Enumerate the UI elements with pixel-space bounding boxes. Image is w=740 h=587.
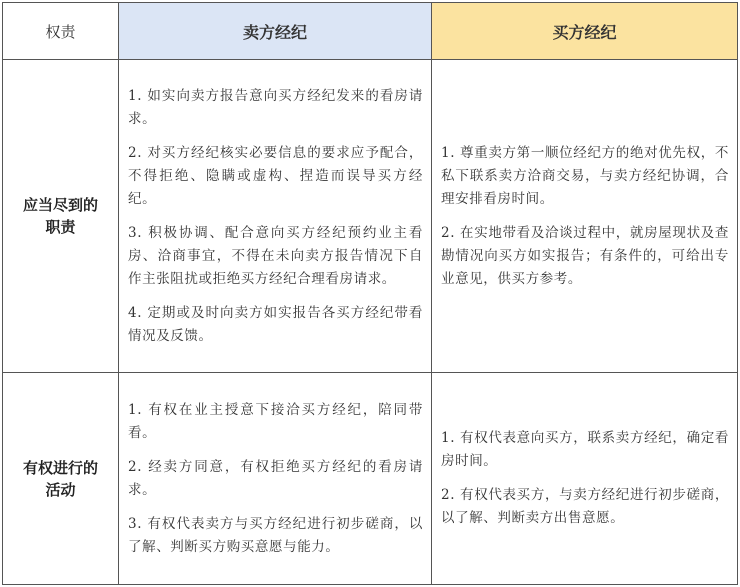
- seller-duty-item: 4. 定期或及时向卖方如实报告各买方经纪带看情况及反馈。: [128, 304, 423, 344]
- header-buyer-agent: 买方经纪: [432, 3, 738, 60]
- seller-rights-cell: [119, 373, 432, 585]
- seller-duty-item: 3. 积极协调、配合意向买方经纪预约业主看房、洽商事宜，不得在未向卖方报告情况下自作主张阻扰或拒绝买方经纪合理看房请求。: [128, 224, 423, 287]
- buyer-rights-cell: [432, 373, 738, 585]
- row-label-rights: [3, 373, 119, 585]
- row-label-line: 有权进行的: [22, 458, 98, 477]
- row-label-line: 活动: [45, 480, 76, 499]
- seller-duty-item: 1. 如实向卖方报告意向买方经纪发来的看房请求。: [128, 87, 423, 127]
- buyer-duty-item: 1. 尊重卖方第一顺位经纪方的绝对优先权，不私下联系卖方洽商交易，与卖方经纪协调，合理安排看房时间。: [441, 144, 729, 207]
- responsibility-table: [2, 2, 738, 585]
- table-row-duties: [3, 60, 738, 373]
- seller-duty-item: 2. 对买方经纪核实必要信息的要求应予配合，不得拒绝、隐瞒或虚构、捏造而误导买方经纪。: [128, 144, 423, 207]
- buyer-right-item: 2. 有权代表买方，与卖方经纪进行初步磋商，以了解、判断卖方出售意愿。: [441, 487, 729, 526]
- seller-right-item: 1. 有权在业主授意下接洽买方经纪，陪同带看。: [128, 401, 423, 441]
- seller-duties-cell: [119, 60, 432, 373]
- table-row-rights: [3, 373, 738, 585]
- seller-right-item: 2. 经卖方同意，有权拒绝买方经纪的看房请求。: [128, 458, 423, 498]
- buyer-duty-item: 2. 在实地带看及洽谈过程中，就房屋现状及查勘情况向买方如实报告；有条件的，可给出专业意见，供买方参考。: [441, 224, 729, 287]
- buyer-right-item: 1. 有权代表意向买方，联系卖方经纪，确定看房时间。: [441, 430, 729, 469]
- row-label-duties: [3, 60, 119, 373]
- row-label-line: 职责: [45, 218, 76, 236]
- seller-right-item: 3. 有权代表卖方与买方经纪进行初步磋商，以了解、判断买方购买意愿与能力。: [128, 515, 423, 555]
- header-seller-agent: 卖方经纪: [119, 3, 432, 60]
- buyer-duties-cell: [432, 60, 738, 373]
- header-row: [3, 3, 738, 60]
- header-role: 权责: [3, 3, 119, 60]
- row-label-line: 应当尽到的: [22, 196, 98, 214]
